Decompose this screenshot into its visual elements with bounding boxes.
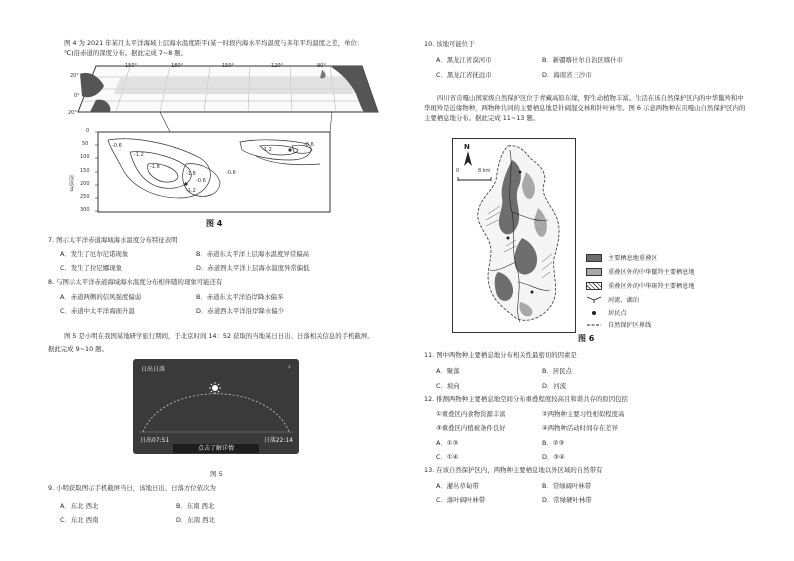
q9-stem: 9. 小明获取图示手机截屏当日，该地日出、日落方位依次为: [48, 484, 216, 492]
legend-boundary-label: 自然保护区界线: [608, 322, 652, 329]
fig6-caption: 图 6: [578, 334, 595, 343]
q7-option-a[interactable]: A．发生了厄尔尼诺现象: [60, 250, 129, 258]
settlement-dot-icon: [586, 309, 602, 317]
q13-option-d[interactable]: D．常绿硬叶林带: [542, 496, 592, 504]
scale-km: 8 km: [478, 168, 491, 174]
q12-option-c[interactable]: C．①④: [436, 453, 459, 461]
q7-option-d[interactable]: D．赤道西太平洋上层海水温度异常偏低: [196, 264, 310, 272]
river-icon: [586, 296, 602, 304]
depth-tick-100: 100: [80, 154, 90, 160]
contour-label-3: -1.8: [150, 164, 160, 170]
swatch-goral: [586, 282, 602, 290]
lon-label-4: 120°: [271, 63, 284, 69]
q12-option-b[interactable]: B．②③: [542, 439, 565, 447]
q13-stem: 13. 在该自然保护区内，两物种主要栖息地以外区域的自然带有: [424, 466, 603, 474]
q10-option-c[interactable]: C．黑龙江省抚远市: [436, 71, 492, 79]
fig6-reserve-map: [460, 142, 572, 328]
q11-option-d[interactable]: D．河流: [542, 382, 567, 390]
q8-stem: 8. 与图示太平洋赤道海域海水温度分布相伴随的现象可能还有: [48, 278, 223, 286]
depth-tick-150: 150: [80, 168, 90, 174]
q12-statement-3: ③重叠区内植被条件良好: [436, 424, 506, 432]
q9-option-a[interactable]: A．东北 西北: [60, 502, 99, 510]
q7-stem: 7. 图示太平洋赤道海域海水温度分布特征表明: [48, 236, 178, 244]
depth-tick-200: 200: [80, 181, 90, 187]
q9-option-d[interactable]: D．东南 西北: [176, 516, 215, 524]
contour-label-8: -1.2: [262, 147, 272, 153]
lat-label-2: 0°: [74, 93, 80, 99]
boundary-line-icon: [586, 321, 602, 329]
legend-settlement: [586, 308, 627, 317]
legend-boundary: [586, 320, 651, 329]
q12-option-a[interactable]: A．①③: [436, 439, 459, 447]
legend-river: [586, 295, 639, 304]
q8-option-d[interactable]: D．赤道西太平洋沿岸降水偏少: [196, 307, 284, 315]
sun-icon: [209, 379, 221, 391]
lon-label-2: 180°: [171, 63, 184, 69]
q11-stem: 11. 图中两物种主要栖息地分布相关性最密切的因素是: [424, 351, 577, 359]
legend-serow: [586, 267, 695, 276]
q10-stem: 10. 该地可能位于: [424, 40, 475, 48]
swatch-overlap: [586, 254, 602, 262]
q9-option-b[interactable]: B．东南 西北: [176, 502, 215, 510]
legend-goral-label: 重叠区外的中华斑羚主要栖息地: [608, 283, 695, 290]
contour-label-7: -0.6: [226, 170, 236, 176]
q12-stem: 12. 推测两物种主要栖息地空间分布重叠程度较高且和谐共存的原因包括: [424, 395, 628, 403]
q13-option-b[interactable]: B．常绿阔叶林带: [542, 482, 592, 490]
q10-option-b[interactable]: B．新疆喀什尔自治区喀什市: [542, 56, 624, 64]
fig4-figure: [60, 60, 380, 220]
lat-label-3: 20°: [68, 110, 77, 116]
fig5-phone-screen: [133, 359, 299, 454]
q13-option-c[interactable]: C．落叶阔叶林带: [436, 496, 486, 504]
lon-label-5: 90°: [317, 63, 326, 69]
q11-option-a[interactable]: A．聚落: [436, 367, 460, 375]
fig6-intro: 四川省贡嘎山国家级自然保护区位于青藏高原东缘，野生动植物丰富。生活在该自然保护区内的中华鬣羚和中华斑羚是近缘物种，两物种共同的主要栖息地是针阔混交林和针叶林等。图 6 示意两物种在贡嘎山自然保护区内的主要栖息地分布。据此完成 11~13 题。: [424, 94, 746, 122]
q8-option-b[interactable]: B．赤道东太平洋沿岸降水偏多: [196, 293, 284, 301]
legend-goral: [586, 281, 695, 290]
q7-option-c[interactable]: C．发生了拉尼娜现象: [60, 264, 122, 272]
legend-overlap: [586, 253, 658, 262]
lon-label-1: 150°: [125, 63, 138, 69]
swatch-serow: [586, 268, 602, 276]
legend-serow-label: 重叠区外的中华鬣羚主要栖息地: [608, 269, 695, 276]
contour-label-9: -0.6: [304, 142, 314, 148]
contour-label-1: -0.6: [112, 143, 122, 149]
legend-settlement-label: 居民点: [608, 310, 627, 317]
depth-tick-0: 0: [86, 128, 90, 134]
q10-option-a[interactable]: A．黑龙江省漠河市: [436, 56, 492, 64]
north-arrow-label: N: [464, 143, 470, 151]
contour-label-6: -1.8: [186, 171, 196, 177]
depth-tick-250: 250: [80, 194, 90, 200]
q9-option-c[interactable]: C．东北 西南: [60, 516, 99, 524]
q12-option-d[interactable]: D．③④: [542, 453, 565, 461]
depth-tick-50: 50: [82, 141, 89, 147]
q11-option-b[interactable]: B．居民点: [542, 367, 572, 375]
depth-tick-300: 300: [80, 207, 90, 213]
q8-option-a[interactable]: A．赤道两侧的信风强度偏弱: [60, 293, 142, 301]
contour-label-4: -0.6: [196, 178, 206, 184]
fig4-intro-line1: 图 4 为 2021 年某月太平洋海域上层海水温度距平(某一时段内海水平均温度与多年平均温度之差，单位:: [64, 39, 360, 47]
fig4-intro-line2: ℃)沿赤道的深度分布。据此完成 7~8 题。: [64, 49, 188, 57]
contour-label-5: -1.2: [186, 188, 196, 194]
sunrise-time: 日出07:51: [140, 437, 170, 444]
legend-river-label: 河流、湖泊: [608, 297, 639, 304]
fig5-intro-line1: 图 5 是小明在我国某地研学旅行期间，于北京时间 14：52 获取的当地某日日出、日落相关信息的手机截屏。: [64, 332, 374, 340]
contour-label-2: -1.2: [134, 152, 144, 158]
q10-option-d[interactable]: D．海南省三沙市: [542, 71, 592, 79]
fig5-caption: 图 5: [210, 470, 223, 478]
q12-statement-1: ①重叠区内食物资源丰富: [436, 410, 506, 418]
details-button[interactable]: 点击了解详情: [173, 444, 259, 453]
sunset-time: 日落22:14: [263, 437, 293, 444]
legend-overlap-label: 主要栖息地重叠区: [608, 255, 658, 262]
q12-statement-4: ④两物种活动时间存在差异: [542, 424, 619, 432]
lon-label-3: 150°: [222, 63, 235, 69]
chevron-right-icon[interactable]: ›: [287, 362, 291, 371]
scale-zero: 0: [456, 168, 460, 174]
lat-label-1: 20°: [70, 73, 79, 79]
q7-option-b[interactable]: B．赤道东太平洋上层海水温度异常偏高: [196, 250, 310, 258]
q12-statement-2: ②两物种主要习性相似程度高: [542, 410, 625, 418]
depth-axis-label: 深度/m: [68, 175, 74, 192]
q13-option-a[interactable]: A．灌丛草甸带: [436, 482, 479, 490]
fig4-caption: 图 4: [206, 219, 223, 228]
q8-option-c[interactable]: C．赤道中太平洋海面升温: [60, 307, 135, 315]
fig5-intro-line2: 据此完成 9~10 题。: [48, 345, 108, 353]
q11-option-c[interactable]: C．坡向: [436, 382, 460, 390]
fig5-title: 日出日落: [141, 366, 166, 373]
